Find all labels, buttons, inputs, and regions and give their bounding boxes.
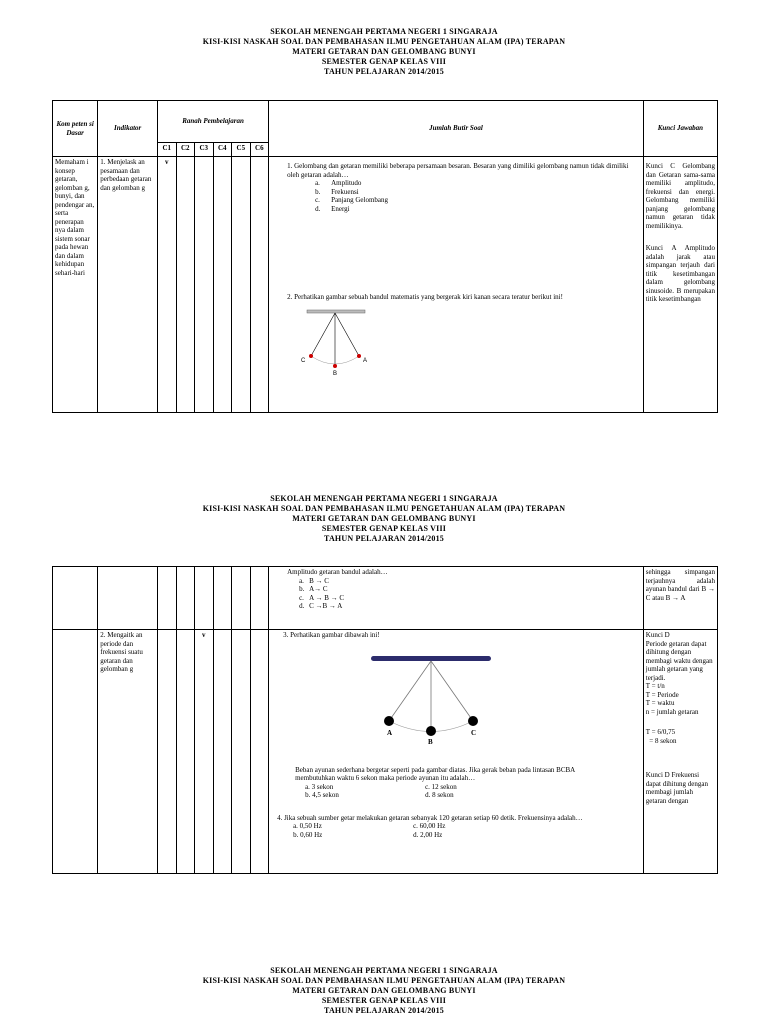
bob-c [468,716,478,726]
question-4-options-row-1 [271,822,533,831]
bob-a [384,716,394,726]
subject-material: MATERI GETARAN DAN GELOMBANG BUNYI [292,986,476,995]
level-c6: C6 [250,143,269,157]
school-year: TAHUN PELAJARAN 2014/2015 [324,534,444,543]
answer-key-3-line: n = jumlah getaran [645,707,699,716]
header-jumlah: Jumlah Butir Soal [269,101,644,157]
label-b: B [333,370,338,376]
question-2-stem-continued: Amplitudo getaran bandul adalah… [287,568,388,576]
header-ranah: Ranah Pembelajaran [157,101,268,143]
answer-key-3-calc: T = 6/0,75 [645,728,676,736]
school-year: TAHUN PELAJARAN 2014/2015 [324,1006,444,1015]
question-2-continued [269,567,644,630]
question-1-option-d: d. Energi [315,204,350,213]
questions-cell-page-2 [269,630,644,874]
check-c1: v [157,157,176,413]
header-page-1 [0,27,768,77]
question-2-option-c: c. A → B → C [299,593,345,602]
question-3-options-row-2 [283,791,545,800]
bob-c [309,354,313,358]
answer-key-3-line: T = Periode [645,690,679,699]
label-c: C [471,728,477,737]
semester: SEMESTER GENAP KELAS VIII [321,57,447,66]
question-4-options-row-2 [271,831,533,840]
question-4-stem: 4. Jika sebuah sumber getar melakukan getaran sebanyak 120 getaran setiap 60 detik. Frekuensinya adalah… [277,813,583,822]
kisi-table-page-2 [52,566,718,874]
question-2-option-d: d. C →B → A [299,602,343,610]
kompetensi-dasar: Memaham i konsep getaran, gelomban g, bunyi, dan pendengar an, serta penerapan nya dalam sistem sonar pada hewan dan dalam kehidupan sehari-hari [53,157,98,413]
label-a: A [363,357,368,364]
indicator-2: 2. Mengaitk an periode dan frekuensi suatu getaran dan gelomban g [98,630,158,874]
level-c2: C2 [176,143,195,157]
question-2-option-b: b. A→ C [299,585,328,593]
question-4-option-c: c. 60,00 Hz [413,822,446,830]
bob-a [357,354,361,358]
header-kunci: Kunci Jawaban [643,101,717,157]
question-3-option-d: d. 8 sekon [425,791,454,799]
question-4 [271,814,641,840]
school-name: SEKOLAH MENENGAH PERTAMA NEGERI 1 SINGARAJA [270,966,498,975]
question-4-option-b: b. 0,60 Hz [293,830,323,839]
question-3-text: Beban ayunan sederhana bergetar seperti pada gambar diatas. Jika gerak beban pada lintasan BCBA membutuhkan waktu 6 sekon maka periode ayunan itu adalah… [295,765,575,782]
document-title: KISI-KISI NASKAH SOAL DAN PEMBAHASAN ILMU PENGETAHUAN ALAM (IPA) TERAPAN [202,37,566,46]
header-page-3 [0,966,768,1016]
question-1 [271,162,641,213]
bob-b [333,364,337,368]
document-title: KISI-KISI NASKAH SOAL DAN PEMBAHASAN ILMU PENGETAHUAN ALAM (IPA) TERAPAN [202,976,566,985]
level-c5: C5 [232,143,251,157]
kisi-table-page-1 [52,100,718,413]
question-1-option-a: a. Amplitudo [315,179,362,187]
label-c: C [301,357,306,364]
question-3-stem: 3. Perhatikan gambar dibawah ini! [283,631,380,639]
question-2-option-a: a. B → C [299,576,329,585]
answer-key-1: Kunci C Gelombang dan Getaran sama-sama memiliki amplitudo, frekuensi dan energi. Gelombang memiliki panjang gelombang namun getaran tidak memilikinya. [645,162,715,230]
question-2-stem: 2. Perhatikan gambar sebuah bandul matematis yang bergerak kiri kanan secara teratur berikut ini! [287,293,563,301]
indicator-1: 1. Menjelask an pesamaan dan perbedaan getaran dan gelomban g [98,157,158,413]
answer-keys-page-1 [643,157,717,413]
answer-key-2-continued: sehingga simpangan terjauhnya adalah ayunan bandul dari B → C atau B → A [643,567,717,630]
answer-key-3-line: T = t/n [645,682,665,690]
label-a: A [387,728,393,737]
answer-keys-page-2 [643,630,717,874]
answer-key-4: Kunci D Frekuensi dapat dihitung dengan membagi jumlah getaran dengan [645,771,708,805]
document-title: KISI-KISI NASKAH SOAL DAN PEMBAHASAN ILMU PENGETAHUAN ALAM (IPA) TERAPAN [202,504,566,513]
answer-key-3 [646,631,715,745]
pendulum-figure-1 [291,306,391,376]
question-4-option-d: d. 2,00 Hz [413,830,443,839]
check-c3: v [195,630,214,874]
answer-key-3-calc: = 8 sekon [645,736,677,745]
semester: SEMESTER GENAP KELAS VIII [321,996,447,1005]
question-3-option-b: b. 4,5 sekon [305,791,339,799]
question-3-options-row-1 [283,783,545,792]
subject-material: MATERI GETARAN DAN GELOMBANG BUNYI [292,47,476,56]
question-2 [271,293,641,376]
school-name: SEKOLAH MENENGAH PERTAMA NEGERI 1 SINGARAJA [270,27,498,36]
school-name: SEKOLAH MENENGAH PERTAMA NEGERI 1 SINGARAJA [270,494,498,503]
level-c1: C1 [157,143,176,157]
pendulum-figure-2 [361,644,501,744]
question-3 [271,631,641,800]
question-4-option-a: a. 0,50 Hz [293,822,322,830]
pendulum-support [371,656,491,661]
subject-material: MATERI GETARAN DAN GELOMBANG BUNYI [292,514,476,523]
question-3-option-c: c. 12 sekon [425,782,457,791]
level-c4: C4 [213,143,232,157]
header-kompetensi: Kom peten si Dasar [53,101,98,157]
answer-key-3-line: Kunci D [645,631,670,639]
questions-cell-page-1 [269,157,644,413]
question-1-stem: 1. Gelombang dan getaran memiliki beberapa persamaan besaran. Besaran yang dimiliki gelombang namun tidak dimiliki oleh getaran adalah… [287,162,629,179]
school-year: TAHUN PELAJARAN 2014/2015 [324,67,444,76]
header-indikator: Indikator [98,101,158,157]
level-c3: C3 [195,143,214,157]
answer-key-3-line: T = waktu [645,699,675,707]
bob-b [426,726,436,736]
question-1-option-b: b. Frekuensi [315,187,359,196]
question-3-option-a: a. 3 sekon [305,782,334,791]
answer-key-2: Kunci A Amplitudo adalah jarak atau simpangan terjauh dari titik kesetimbangan dalam gelombang sinusoide. B merupakan titik kesetimbangan [645,244,715,303]
question-1-option-c: c. Panjang Gelombang [315,196,389,204]
label-b: B [428,737,433,744]
semester: SEMESTER GENAP KELAS VIII [321,524,447,533]
answer-key-3-line: Periode getaran dapat dihitung dengan membagi waktu dengan jumlah getaran yang terjadi. [645,639,713,682]
header-page-2 [0,494,768,544]
